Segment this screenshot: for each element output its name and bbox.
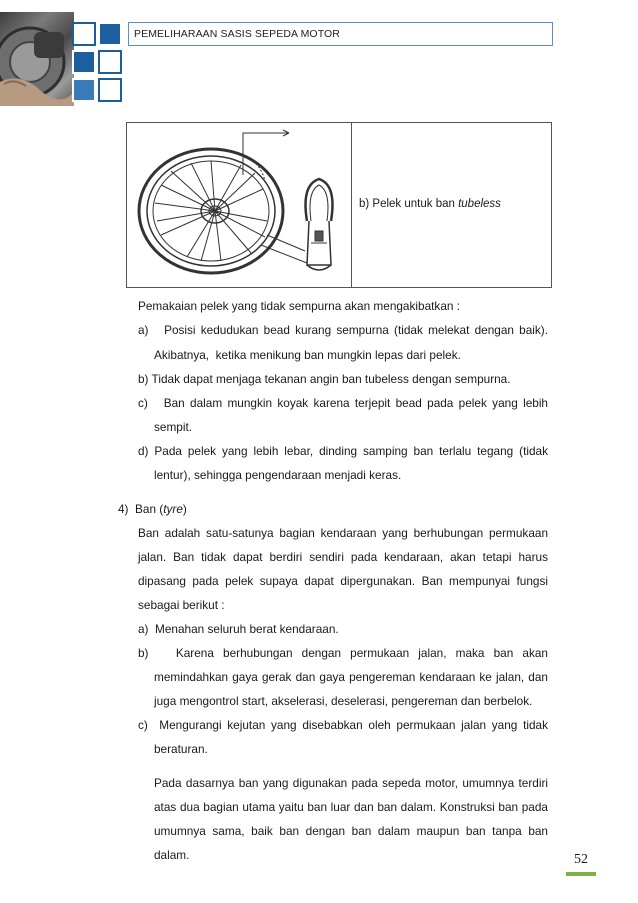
closing-paragraph-line4: dalam. [154, 848, 190, 862]
closing-paragraph-line3: umumnya sama, baik ban dengan ban dalam maupun ban tanpa ban [154, 824, 548, 838]
list-item-d-line1: d) Pada pelek yang lebih lebar, dinding samping ban terlalu tegang (tidak [138, 444, 548, 458]
function-item-c-line1: c) Mengurangi kejutan yang disebabkan oleh permukaan jalan yang tidak [138, 718, 548, 732]
figure-table [126, 122, 552, 288]
list-item-a-line2: Akibatnya, ketika menikung ban mungkin lepas dari pelek. [154, 348, 461, 362]
list-item-b: b) Tidak dapat menjaga tekanan angin ban tubeless dengan sempurna. [138, 372, 511, 386]
header-title-bar [128, 22, 553, 46]
rim-tubeless-illustration [131, 125, 349, 285]
ban-paragraph-line4: sebagai berikut : [138, 598, 225, 612]
header-title: PEMELIHARAAN SASIS SEPEDA MOTOR [134, 28, 340, 40]
header-decor-tiles [72, 12, 128, 106]
function-item-b-line2: memindahkan gaya gerak dan gaya pengereman kendaraan ke jalan, dan [154, 670, 548, 684]
figure-table-divider [351, 123, 352, 287]
ban-paragraph-line3: dipasang pada pelek supaya dapat dipergunakan. Ban mempunyai fungsi [138, 574, 548, 588]
closing-paragraph-line1: Pada dasarnya ban yang digunakan pada sepeda motor, umumnya terdiri [154, 776, 548, 790]
list-item-c-line2: sempit. [154, 420, 193, 434]
ban-paragraph-line2: jalan. Ban tidak dapat berdiri sendiri pada kendaraan, akan tetapi harus [138, 550, 548, 564]
list-item-c-line1: c) Ban dalam mungkin koyak karena terjepit bead pada pelek yang lebih [138, 396, 548, 410]
section-heading-ban: 4) Ban (tyre) [118, 502, 187, 516]
intro-text: Pemakaian pelek yang tidak sempurna akan mengakibatkan : [138, 299, 460, 313]
function-item-b-line1: b) Karena berhubungan dengan permukaan jalan, maka ban akan [138, 646, 548, 660]
header-photo-brake-caliper [0, 12, 74, 106]
list-item-d-line2: lentur), sehingga pengendaraan menjadi keras. [154, 468, 402, 482]
page-number-underline [566, 872, 596, 876]
page-number: 52 [574, 852, 588, 867]
figure-caption: b) Pelek untuk ban tubeless [359, 198, 501, 210]
closing-paragraph-line2: atas dua bagian utama yaitu ban luar dan ban dalam. Konstruksi ban pada [154, 800, 548, 814]
function-item-b-line3: juga mengontrol start, akselerasi, deselerasi, pengereman dan berbelok. [154, 694, 533, 708]
function-item-c-line2: beraturan. [154, 742, 208, 756]
ban-paragraph-line1: Ban adalah satu-satunya bagian kendaraan yang berhubungan permukaan [138, 526, 548, 540]
function-item-a: a) Menahan seluruh berat kendaraan. [138, 622, 339, 636]
list-item-a-line1: a) Posisi kedudukan bead kurang sempurna (tidak melekat dengan baik). [138, 323, 548, 337]
